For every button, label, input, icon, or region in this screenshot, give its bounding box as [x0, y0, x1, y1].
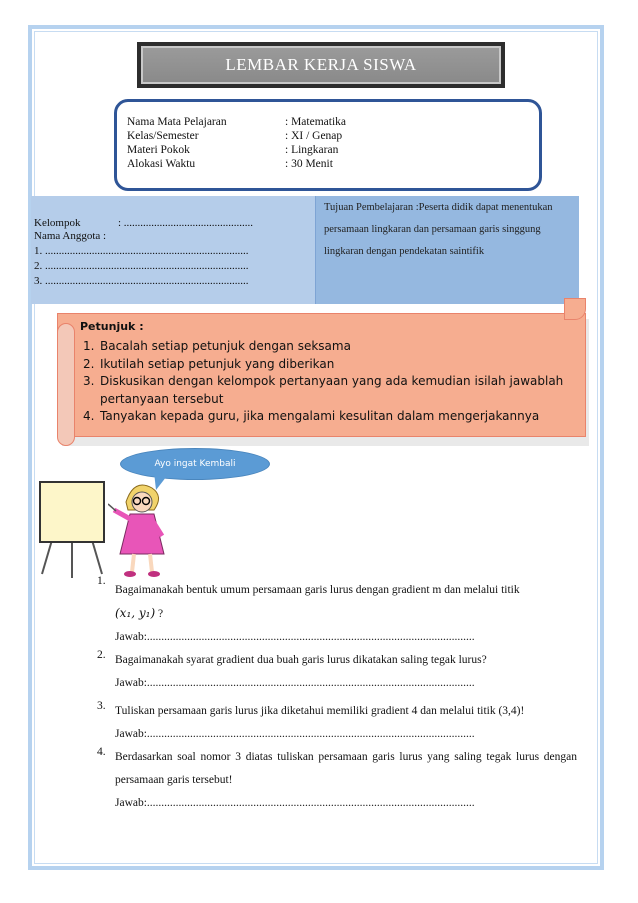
speech-bubble-text: Ayo ingat Kembali [154, 459, 236, 469]
speech-bubble [120, 448, 270, 480]
question-item: 1. Bagaimanakah bentuk umum persamaan garis lurus dengan gradient m dan melalui titik (x₁, y₁) ? Jawab:.................................................................................................................. [97, 579, 577, 649]
title-banner [137, 42, 505, 88]
instructions-list [83, 338, 578, 426]
member-field-3[interactable]: 3. .......................................................................... [34, 275, 249, 287]
info-row-class: Kelas/Semester : XI / Genap [127, 130, 343, 142]
answer-field-3[interactable]: Jawab:.................................................................................................................. [115, 728, 475, 740]
instruction-item: 2. Ikutilah setiap petunjuk yang diberikan [83, 356, 335, 371]
group-row: Kelompok : ............................................... [34, 217, 254, 229]
learning-objective-box [316, 196, 579, 304]
members-label: Nama Anggota : [34, 230, 107, 242]
teacher-illustration [108, 480, 178, 580]
math-formula: (x₁, y₁) [115, 606, 156, 620]
question-list [97, 575, 577, 815]
page-title: LEMBAR KERJA SISWA [141, 46, 501, 84]
info-row-time: Alokasi Waktu : 30 Menit [127, 158, 333, 170]
instructions-title: Petunjuk : [80, 320, 144, 333]
subject-info-box [114, 99, 542, 191]
question-item: 3. Tuliskan persamaan garis lurus jika diketahui memiliki gradient 4 dan melalui titik (3,4)! Jawab:.................................................................................................................. [97, 700, 577, 746]
learning-objective-text: Tujuan Pembelajaran :Peserta didik dapat menentukan persamaan lingkaran dan persamaan garis singgung lingkaran dengan pendekatan saintifik [324, 202, 553, 257]
instruction-item: 4. Tanyakan kepada guru, jika mengalami kesulitan dalam mengerjakannya [83, 409, 540, 423]
member-field-2[interactable]: 2. .......................................................................... [34, 260, 249, 272]
group-field[interactable]: : ............................................... [118, 217, 254, 229]
scroll-curl-top [564, 298, 586, 320]
scroll-curl-left [57, 323, 75, 446]
instruction-item: 3. Diskusikan dengan kelompok pertanyaan yang ada kemudian isilah jawablah pertanyaan tersebut [83, 374, 564, 406]
info-row-subject: Nama Mata Pelajaran : Matematika [127, 116, 346, 128]
question-item: 4. Berdasarkan soal nomor 3 diatas tuliskan persamaan garis lurus yang saling tegak lurus dengan persamaan garis tersebut! Jawab:.................................................................................................................. [97, 746, 577, 815]
instruction-item: 1. Bacalah setiap petunjuk dengan seksama [83, 339, 351, 353]
member-field-1[interactable]: 1. .......................................................................... [34, 245, 249, 257]
easel-board-illustration [38, 478, 108, 578]
answer-field-1[interactable]: Jawab:.................................................................................................................. [115, 631, 475, 643]
info-row-topic: Materi Pokok : Lingkaran [127, 144, 339, 156]
answer-field-4[interactable]: Jawab:.................................................................................................................. [115, 797, 475, 809]
answer-field-2[interactable]: Jawab:.................................................................................................................. [115, 677, 475, 689]
group-box [31, 196, 316, 304]
question-item: 2. Bagaimanakah syarat gradient dua buah garis lurus dikatakan saling tegak lurus? Jawab:.................................................................................................................. [97, 649, 577, 695]
